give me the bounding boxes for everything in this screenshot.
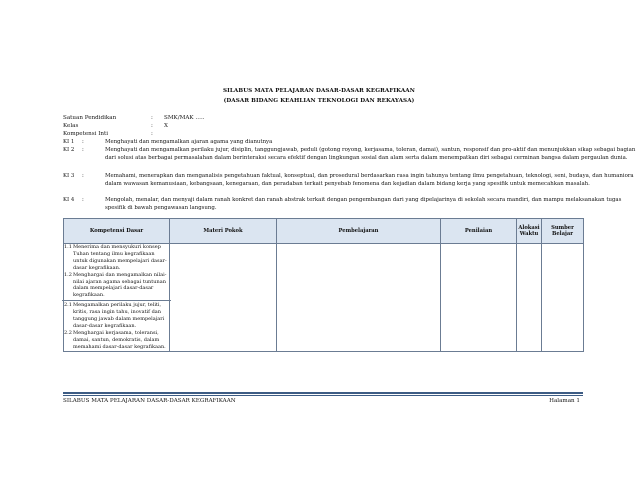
pembelajaran-cell (277, 244, 441, 352)
footer-title: SILABUS MATA PELAJARAN DASAR-DASAR KEGRAFIKAAN (63, 398, 236, 404)
ki-colon: : (82, 147, 84, 153)
meta-colon: : (151, 123, 153, 129)
footer-divider (63, 392, 583, 394)
ki-colon: : (82, 197, 84, 203)
header-sumber-belajar: Sumber Belajar (542, 219, 584, 244)
ki-code: KI 1 (63, 139, 75, 145)
meta-label: Kelas (63, 123, 79, 129)
header-materi-pokok: Materi Pokok (170, 219, 277, 244)
page-number: Halaman 1 (549, 398, 580, 404)
materi-pokok-cell (170, 244, 277, 352)
kd-item-1-2: 1.2 Menghargai dan mengamalkan nilai-nilai ajaran agama sebagai tuntunan dalam mempelajari dasar-dasar kegrafikaan. (64, 271, 167, 299)
kd-cell (64, 244, 170, 352)
kd-item-2-1: 2.1 Mengamalkan perilaku jujur, teliti, kritis, rasa ingin tahu, inovatif dan tanggung jawab dalam mempelajari dasar-dasar kegrafikaan. (64, 302, 165, 329)
header-pembelajaran: Pembelajaran (277, 219, 441, 244)
kd-item-2-2: 2.2 Menghargai kerjasama, toleransi, damai, santun, demokratis, dalam memahami dasar-dasar kegrafikaan. (64, 329, 166, 350)
penilaian-cell (441, 244, 517, 352)
meta-label: Kompetensi Inti (63, 131, 109, 137)
meta-value: SMK/MAK ….. (164, 115, 205, 121)
sumber-belajar-cell (542, 244, 584, 352)
ki-colon: : (82, 173, 84, 179)
header-alokasi-waktu: Alokasi Waktu (517, 219, 542, 244)
ki-text: Mengolah, menalar, dan menyaji dalam ranah konkret dan ranah abstrak terkait dengan pengembangan dari yang dipelajarinya di sekolah secara mandiri, dan mampu melaksanakan tugas spesifik di bawah pengawasan langsung. (105, 197, 622, 211)
header-kompetensi-dasar: Kompetensi Dasar (64, 219, 170, 244)
table-row (64, 244, 584, 352)
syllabus-table (63, 218, 584, 352)
ki-text: Menghayati dan mengamalkan ajaran agama yang dianutnya (105, 139, 273, 145)
alokasi-waktu-cell (517, 244, 542, 352)
footer-divider-thin (63, 395, 583, 396)
meta-label: Satuan Pendidikan (63, 115, 117, 121)
table-header-row (64, 219, 584, 244)
document-title: SILABUS MATA PELAJARAN DASAR-DASAR KEGRAFIKAAN (223, 88, 415, 94)
ki-code: KI 3 (63, 173, 75, 179)
ki-colon: : (82, 139, 84, 145)
ki-code: KI 4 (63, 197, 75, 203)
meta-colon: : (151, 131, 153, 137)
kd-divider (62, 300, 171, 301)
ki-code: KI 2 (63, 147, 75, 153)
ki-text: Memahami, menerapkan dan menganalisis pengetahuan faktual, konseptual, dan prosedural berdasarkan rasa ingin tahunya tentang ilmu pengetahuan, teknologi, seni, budaya, dan humaniora dalam wawasan kemanusiaan, kebangsaan, kenegaraan, dan peradaban terkait penyebab fenomena dan kejadian dalam bidang kerja yang spesifik untuk memecahkan masalah. (105, 173, 634, 187)
meta-value: X (164, 123, 168, 129)
document-subtitle: (DASAR BIDANG KEAHLIAN TEKNOLOGI DAN REKAYASA) (223, 98, 415, 104)
meta-colon: : (151, 115, 153, 121)
kd-item-1-1: 1.1 Menerima dan mensyukuri konsep Tuhan tentang ilmu kegrafikaan untuk digunakan mempelajari dasar-dasar kegrafikaan. (64, 244, 167, 271)
header-penilaian: Penilaian (441, 219, 517, 244)
ki-text: Menghayati dan mengamalkan perilaku jujur, disiplin, tanggungjawab, peduli (gotong royong, kerjasama, toleran, damai), santun, responsif dan pro-aktif dan menunjukkan sikap sebagai bagian dari solusi atas berbagai permasalahan dalam berinteraksi secara efektif dengan lingkungan sosial dan alam serta dalam menempatkan diri sebagai cerminan bangsa dalam pergaulan dunia. (105, 147, 636, 161)
